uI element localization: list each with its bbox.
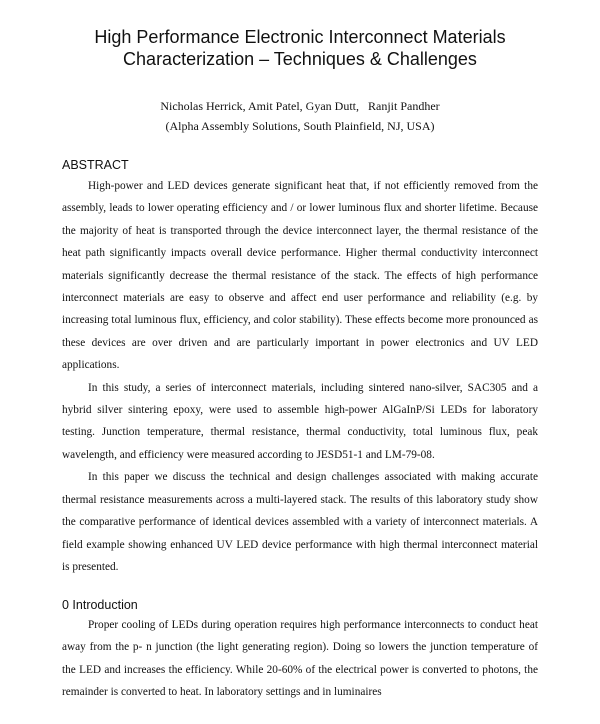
abstract-paragraph: In this paper we discuss the technical and design challenges associated with making accurate thermal resistance measurements across a multi-layered stack. The results of this laboratory study show the comparative performance of identical devices assembled with a variety of interconnect materials. A field example showing enhanced UV LED device performance with high thermal interconnect material is presented. — [62, 471, 538, 573]
author-affiliation: (Alpha Assembly Solutions, South Plainfield, NJ, USA) — [165, 119, 435, 133]
introduction-body — [62, 614, 538, 704]
abstract-heading: ABSTRACT — [62, 158, 129, 172]
abstract-paragraph: High-power and LED devices generate significant heat that, if not efficiently removed from the assembly, leads to lower operating efficiency and / or lower luminous flux and shorter lifetime. Because the majority of heat is transported through the device interconnect layer, the thermal resistance of the heat path significantly impacts overall device performance. Higher thermal conductivity interconnect materials significantly decrease the thermal resistance of the stack. The effects of high performance interconnect materials are easy to observe and affect end user performance and reliability (e.g. by increasing total luminous flux, efficiency, and color stability). These effects become more pronounced as these devices are over driven and are particularly important in power electronics and UV LED applications. — [62, 180, 538, 372]
abstract-body — [62, 175, 538, 578]
abstract-paragraph: In this study, a series of interconnect materials, including sintered nano-silver, SAC305 and a hybrid silver sintering epoxy, were used to assemble high-power AlGaInP/Si LEDs for laboratory testing. Junction temperature, thermal resistance, thermal conductivity, total luminous flux, peak wavelength, and efficiency were measured according to JESD51-1 and LM-79-08. — [62, 381, 538, 461]
introduction-heading: 0 Introduction — [62, 598, 138, 612]
paper-title — [40, 26, 560, 70]
title-line-2: Characterization – Techniques & Challenges — [123, 49, 477, 69]
author-names: Nicholas Herrick, Amit Patel, Gyan Dutt, Ranjit Pandher — [160, 99, 440, 113]
title-line-1: High Performance Electronic Interconnect Materials — [94, 27, 506, 47]
introduction-paragraph: Proper cooling of LEDs during operation requires high performance interconnects to conduct heat away from the p- n junction (the light generating region). Doing so lowers the junction temperature of the LED and increases the efficiency. While 20-60% of the electrical power is converted to photons, the remainder is converted to heat. In laboratory settings and in luminaires — [62, 619, 538, 699]
author-block — [40, 96, 560, 136]
